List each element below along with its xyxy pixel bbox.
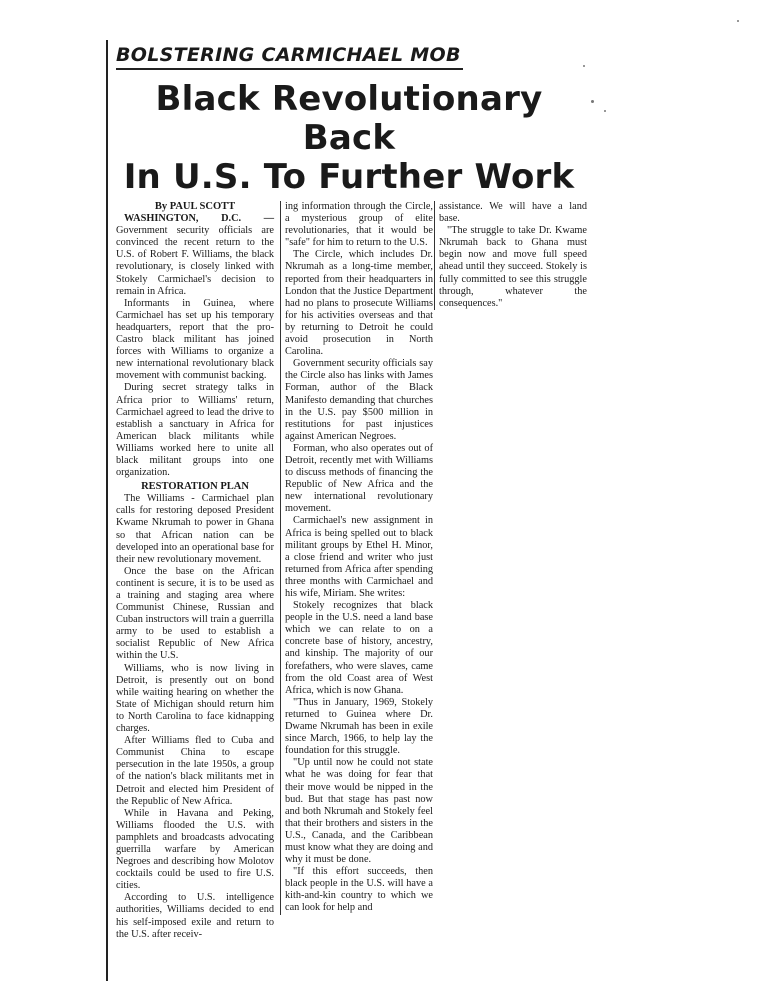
article-column-1	[116, 201, 274, 941]
subhead-restoration-plan: RESTORATION PLAN	[141, 481, 249, 493]
lead-paragraph	[116, 213, 274, 298]
paragraph: Stokely recognizes that black people in the U.S. need a land base which we can relate to on a concrete base of history, ancestry, and kinship. The majority of our forefathers, who were slaves, came from the old Coast area of West Africa, which is now Ghana.	[285, 600, 433, 696]
paragraph: Carmichael's new assignment in Africa is being spelled out to black militant groups by Ethel H. Minor, a close friend and writer who just returned from Africa after spending three months with Carmichael and his wife, Miriam. She writes:	[285, 515, 433, 599]
scan-speck	[591, 100, 594, 103]
paragraph: The Williams - Carmichael plan calls for restoring deposed President Kwame Nkrumah to power in Ghana so that African nation can be developed into an operational base for their new revolutionary movement.	[116, 493, 274, 565]
paragraph: According to U.S. intelligence authorities, Williams decided to end his self-imposed exile and return to the U.S. after receiv-	[116, 892, 274, 940]
paragraph: "If this effort succeeds, then black people in the U.S. will have a kith-and-kin country to which we can look for help and	[285, 866, 433, 914]
paragraph: Informants in Guinea, where Carmichael has set up his temporary headquarters, report that the pro-Castro black militant has joined forces with Williams to organize a new international revolutionary black movement with communist backing.	[116, 297, 274, 382]
paragraph: While in Havana and Peking, Williams flooded the U.S. with pamphlets and broadcasts advocating guerrilla warfare by American Negroes and describing how Molotov cocktails could be used to fire U.S. cities.	[116, 807, 274, 892]
newspaper-clipping	[106, 40, 587, 981]
headline-line-1: Black Revolutionary Back	[155, 79, 543, 158]
paragraph: "Up until now he could not state what he was doing for fear that their move would be nipped in the bud. But that stage has past now and both Nkrumah and Stokely feel that their brothers and sisters in the U.S., Canada, and the Caribbean must know what they are doing and why it must be done.	[285, 757, 433, 866]
scan-speck	[604, 110, 606, 112]
paragraph: ing information through the Circle, a mysterious group of elite revolutionaries, that it would be "safe" for him to return to the U.S.	[285, 201, 433, 249]
paragraph: After Williams fled to Cuba and Communist China to escape persecution in the late 1950s, a group of the nation's black militants met in Detroit and elected him President of the Republic of New Africa.	[116, 735, 274, 807]
headline-line-2: In U.S. To Further Work	[123, 157, 575, 197]
paragraph: Williams, who is now living in Detroit, is presently out on bond while waiting hearing on whether the State of Michigan should return him to North Carolina to face kidnapping charges.	[116, 662, 274, 735]
article-columns	[114, 201, 587, 981]
paragraph: Once the base on the African continent is secure, it is to be used as a training and staging area where Communist Chinese, Russian and Cuban instructors will train a guerrilla army to be used to establish a socialist Republic of New Africa within the U.S.	[116, 565, 274, 662]
paragraph: "Thus in January, 1969, Stokely returned to Guinea where Dr. Dwame Nkrumah has been in exile since March, 1966, to help lay the foundation for this struggle.	[285, 696, 433, 757]
dateline: WASHINGTON, D.C. —	[124, 213, 274, 225]
paragraph: assistance. We will have a land base.	[439, 201, 587, 225]
paragraph: Forman, who also operates out of Detroit, recently met with Williams to discuss methods of financing the Republic of New Africa and the new international revolutionary movement.	[285, 442, 433, 515]
paragraph: "The struggle to take Dr. Kwame Nkrumah back to Ghana must begin now and move full speed ahead until they succeed. Stokely is fully committed to see this struggle through, whatever the consequences."	[439, 225, 587, 309]
article-column-3	[434, 201, 587, 310]
scan-speck	[737, 20, 739, 22]
byline: By PAUL SCOTT	[154, 201, 236, 212]
article-column-2	[280, 201, 433, 915]
paragraph-text: Government security officials are convinced the recent return to the U.S. of Robert F. Williams, the black revolutionary, is closely linked with Stokely Carmichael's decision to remain in Africa.	[116, 225, 274, 297]
kicker-headline: BOLSTERING CARMICHAEL MOB	[116, 40, 463, 70]
main-headline	[114, 80, 584, 197]
paragraph: Government security officials say the Circle also has links with James Forman, author of the Black Manifesto demanding that churches in the U.S. pay $500 million in restitutions for past injustices against American Negroes.	[285, 358, 433, 442]
scan-speck	[583, 65, 585, 67]
paragraph: The Circle, which includes Dr. Nkrumah as a long-time member, reported from their headquarters in London that the Justice Department had no plans to prosecute Williams for his activities overseas and that by returning to Detroit he could avoid prosecution in North Carolina.	[285, 249, 433, 358]
paragraph: During secret strategy talks in Africa prior to Williams' return, Carmichael agreed to lead the drive to establish a sanctuary in Africa for American black militants while Williams worked here to unite all black militant groups into one organization.	[116, 382, 274, 479]
